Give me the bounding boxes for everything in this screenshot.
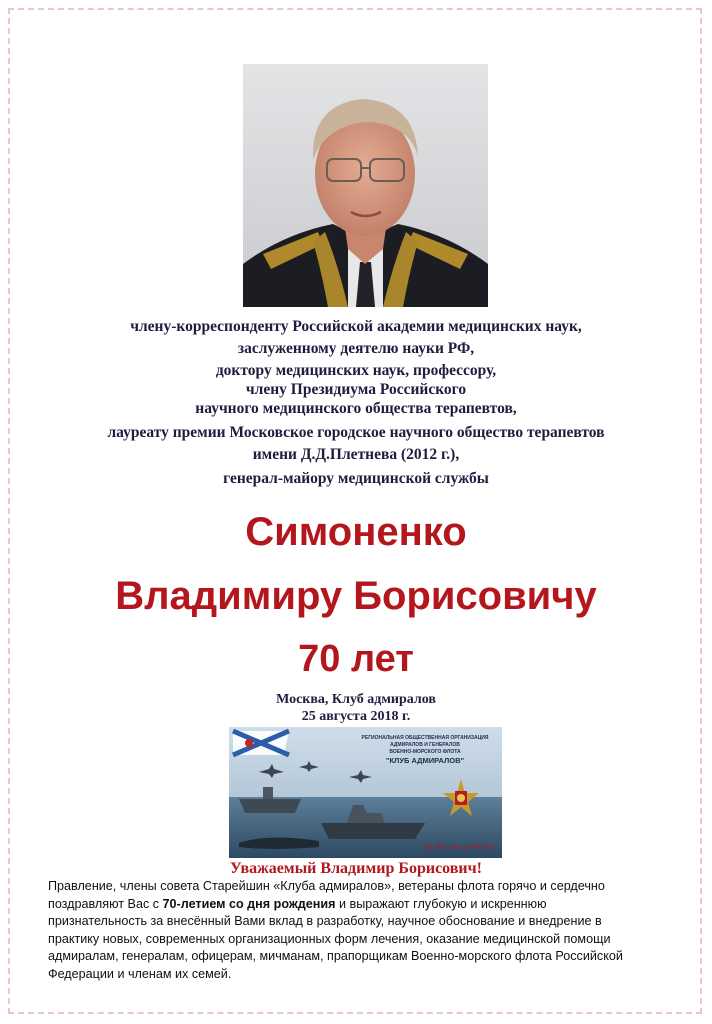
- honor-titles: [0, 316, 712, 490]
- portrait-photo: [243, 64, 488, 307]
- club-banner: [229, 727, 502, 858]
- honor-line: члену Президиума Российского: [245, 381, 467, 398]
- body-line: практику новых, современных организационных форм лечения, оказание медицинской помощи: [48, 931, 611, 946]
- banner-org-line2: АДМИРАЛОВ И ГЕНЕРАЛОВ: [390, 742, 460, 748]
- event-date: 25 августа 2018 г.: [301, 709, 411, 724]
- honor-line: доктору медицинских наук, профессору,: [215, 362, 497, 379]
- body-line: Федерации и членам их семей.: [48, 966, 232, 981]
- given-name: Владимиру Борисовичу: [115, 574, 597, 618]
- body-line: признательность за внесённый Вами вклад в разработку, научное обоснование и внедрение в: [48, 914, 602, 929]
- banner-org-line1: РЕГИОНАЛЬНАЯ ОБЩЕСТВЕННАЯ ОРГАНИЗАЦИЯ: [361, 735, 489, 741]
- honor-line: заслуженному деятелю науки РФ,: [237, 340, 475, 357]
- banner-motto: За Россию и Флот!: [424, 841, 494, 851]
- surname: Симоненко: [245, 510, 467, 554]
- body-line: адмиралам, генералам, офицерам, мичманам, прапорщикам Военно-морского флота Российской: [48, 949, 623, 964]
- honor-line: научного медицинского общества терапевтов,: [195, 400, 517, 417]
- event-place: Москва, Клуб адмиралов: [276, 692, 436, 707]
- honor-line: генерал-майору медицинской службы: [223, 470, 489, 487]
- honor-line: члену-корреспонденту Российской академии медицинских наук,: [130, 318, 582, 335]
- honor-line: лауреату премии Московское городское научного общество терапевтов: [107, 424, 605, 441]
- body-fragment: поздравляют Вас с: [48, 896, 163, 911]
- body-line: [48, 896, 688, 914]
- age-heading: 70 лет: [298, 638, 414, 680]
- greeting: Уважаемый Владимир Борисович!: [230, 860, 482, 877]
- banner-org-line3: ВОЕННО-МОРСКОГО ФЛОТА: [389, 749, 461, 755]
- body-line: Правление, члены совета Старейшин «Клуба адмиралов», ветераны флота горячо и сердечно: [48, 879, 605, 893]
- congratulation-text: [48, 878, 688, 984]
- body-fragment: и выражают глубокую и искреннюю: [335, 896, 547, 911]
- honor-line: имени Д.Д.Плетнева (2012 г.),: [252, 446, 460, 463]
- body-emphasis: 70-летием со дня рождения: [162, 896, 336, 911]
- banner-club-name: "КЛУБ АДМИРАЛОВ": [385, 756, 465, 765]
